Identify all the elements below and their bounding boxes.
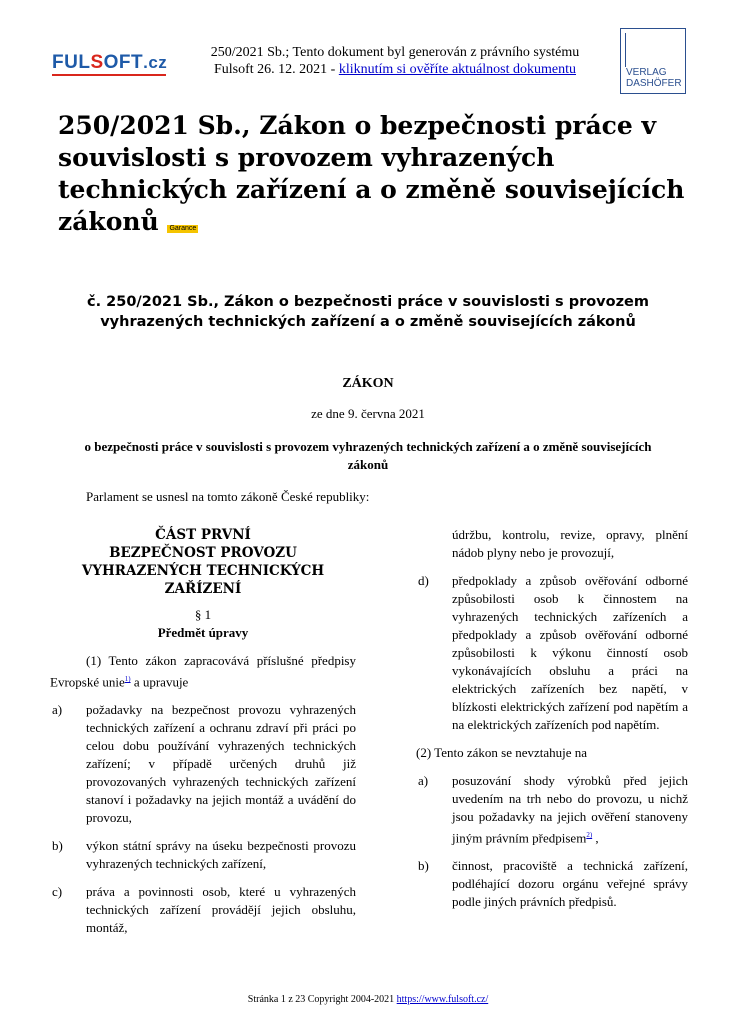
verify-link[interactable]: kliknutím si ověříte aktuálnost dokumentu [338,62,577,77]
document-title-text: 250/2021 Sb., Zákon o bezpečnosti práce v souvislosti s provozem vyhrazených technických zařízení a o změně souvisejících zákonů [58,111,685,236]
item-text [452,772,688,847]
section-title: Předmět úpravy [157,625,249,640]
section-sign: § 1 [194,607,212,622]
garance-badge[interactable]: Garance [169,225,197,232]
paragraph-2: (2) Tento zákon se nevztahuje na [416,745,588,760]
item-text: požadavky na bezpečnost provozu vyhrazených technických zařízení a ochranu zdraví při práci po celou dobu používání vyhrazených technických zařízení; v případě určených druhů již provozovaných vyhrazených technických zařízení stanoví i požadavky na jejich montáž a uvádění do provozu, [86,702,356,826]
verlag-line-1: VERLAG [626,67,667,78]
logo-text-s: S [90,52,104,73]
logo-underline [52,74,166,76]
list-item [50,701,356,827]
list-item [50,837,356,873]
part-number: ČÁST PRVNÍ [155,527,251,543]
verlag-logo-text [626,67,682,89]
header-line-2 [172,61,618,78]
item-c-continuation: údržbu, kontrolu, revize, opravy, plnění nádob plyny nebo je provozují, [452,527,688,560]
logo-bar [625,33,626,67]
part-heading [50,526,356,598]
verlag-dashofer-logo[interactable] [620,28,686,94]
item-label: d) [418,573,429,588]
document-title [58,110,698,238]
logo-text-oft: OFT [103,52,144,73]
item-a-tail: , [592,830,599,846]
item-text: předpoklady a způsob ověřování odborné způsobilosti osob k činnostem na vyhrazených technických zařízeních a předpoklady a způsob ověřování odborné způsobilosti k výkonu činností osob vykonávajících obsluhu a práci na elektrických zařízeních bez napětí, v blízkosti elektrických zařízení pod napětím a na elektrických zařízeních pod napětím. [452,573,688,732]
law-heading: ZÁKON [342,376,394,391]
list-item [416,857,688,911]
law-intro: Parlament se usnesl na tomto zákoně České republiky: [86,489,370,504]
footer-link[interactable]: https://www.fulsoft.cz/ [396,994,489,1005]
list-item [416,772,688,847]
list-item [416,572,688,734]
paragraph-1-tail: a upravuje [130,674,189,690]
part-title: BEZPEČNOST PROVOZU VYHRAZENÝCH TECHNICKÝCH ZAŘÍZENÍ [81,545,325,597]
logo-text-cz: .cz [143,53,168,72]
page-footer [0,994,736,1005]
header-info [172,44,618,78]
item-text: výkon státní správy na úseku bezpečnosti provozu vyhrazených technických zařízení, [86,838,356,872]
footnote-link-2[interactable]: 2) [586,831,593,839]
list-item [50,883,356,937]
item-label: c) [52,884,63,900]
document-subtitle: č. 250/2021 Sb., Zákon o bezpečnosti práce v souvislosti s provozem vyhrazených technických zařízení a o změně souvisejících zákonů [87,294,649,330]
item-label: b) [52,838,63,854]
paragraph-1-text: (1) Tento zákon zapracovává příslušné předpisy Evropské unie [50,653,356,690]
item-text: práva a povinnosti osob, které u vyhrazených technických zařízení provádějí jejich obsluhu, montáž, [86,884,356,936]
paragraph-1 [50,652,356,691]
law-date: ze dne 9. června 2021 [311,406,425,421]
footnote-link-1[interactable]: 1) [124,675,131,683]
item-text: činnost, pracoviště a technická zařízení, podléhající dozoru orgánu veřejné správy podle jiných právních předpisů. [452,858,688,910]
footer-text: Stránka 1 z 23 Copyright 2004-2021 [247,994,397,1005]
fulsoft-logo[interactable] [52,52,167,74]
header-date: Fulsoft 26. 12. 2021 - [213,62,339,77]
page-header [0,0,736,96]
item-a-text: posuzování shody výrobků před jejich uvedením na trh nebo do provozu, u nichž jsou požadavky na jejich ověření stanoveny jiným právním předpisem [452,773,688,846]
right-column [416,526,688,921]
verlag-line-2: DASHÖFER [626,78,682,89]
logo-text-ful: FUL [52,52,91,73]
item-label: a) [52,702,63,718]
item-label: a) [418,773,429,788]
law-subject: o bezpečnosti práce v souvislosti s provozem vyhrazených technických zařízení a o změně souvisejících zákonů [84,439,652,472]
header-line-1: 250/2021 Sb.; Tento dokument byl generován z právního systému [210,45,580,60]
item-label: b) [418,858,429,874]
left-column [50,526,356,947]
